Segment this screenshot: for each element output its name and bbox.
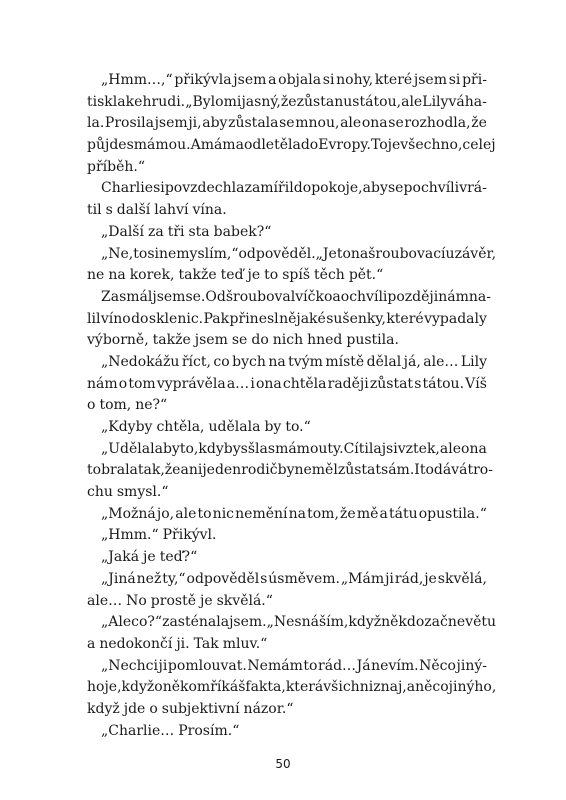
text-line: la. Prosila jsem ji, aby zůstala se mnou, ale ona se rozhodla, že [87, 115, 487, 132]
text-line: výborně, takže jsem se do nich hned pustila. [87, 332, 399, 349]
text-line: „Další za tři sta babek?“ [101, 223, 272, 240]
text-line: „Ale co?“ zasténala jsem. „Nesnáším, když někdo začne větu [101, 614, 497, 631]
text-line: „Možná jo, ale to nic nemění na tom, že mě a tátu opustila.“ [101, 505, 487, 522]
text-line: „Ne, to si nemyslím,“ odpověděl. „Je to na šroubovací uzávěr, [101, 245, 497, 262]
text-line: ale… No prostě je skvělá.“ [87, 592, 273, 609]
text-line: „Hmm.“ Přikývl. [101, 527, 217, 544]
text-line: ne na korek, takže teď je to spíš těch pět.“ [87, 267, 384, 284]
text-line: „Jiná než ty,“ odpověděl s úsměvem. „Mám ji rád, je skvělá, [101, 570, 487, 587]
text-line: „Kdyby chtěla, udělala by to.“ [101, 419, 311, 435]
text-line: o tom, ne?“ [87, 397, 168, 414]
text-line: když jde o subjektivní názor.“ [87, 700, 294, 717]
text-line: lil víno do sklenic. Pak přinesl nějaké sušenky, které vypadaly [87, 310, 487, 327]
text-line: til s další lahví vína. [87, 202, 227, 219]
text-line: Charlie si povzdechl a zamířil do pokoje, aby se po chvíli vrá- [101, 180, 487, 197]
text-line: to brala tak, že ani jeden rodič by neměl zůstat sám. I to dává tro- [87, 462, 493, 479]
text-line: „Nechci ji pomlouvat. Nemám to rád… Já nevím. Něco jiný- [101, 657, 487, 674]
text-line: ho je, když o někom říkáš fakta, která všichni znaj, a něco jinýho, [87, 679, 497, 696]
body-text [87, 70, 497, 742]
text-line: a nedokončí ji. Tak mluv.“ [87, 635, 268, 652]
text-line: „Jaká je teď?“ [101, 549, 198, 566]
text-line: příběh.“ [87, 158, 146, 175]
text-line: „Udělala by to, kdybys šla s mámou ty. Cítila jsi vztek, ale ona [101, 440, 487, 457]
text-line: půjde s mámou. A máma odletěla do Evropy. To je všechno, celej [87, 137, 496, 154]
page-number: 50 [275, 757, 291, 771]
text-line: Zasmál jsem se. Odšrouboval víčko a o chvíli později nám na- [101, 288, 491, 305]
text-line: „Nedokážu říct, co bych na tvým místě dělal já, ale… Lily [101, 353, 487, 370]
text-line: „Charlie… Prosím.“ [101, 722, 240, 739]
text-line: „Hmm…,“ přikývla jsem a objala si nohy, které jsem si při- [101, 72, 487, 88]
text-line: tiskla ke hrudi. „Bylo mi jasný, že zůstanu s tátou, ale Lily váha- [87, 93, 487, 110]
text-line: nám o tom vyprávěla a… i ona chtěla raději zůstat s tátou. Víš [87, 375, 487, 392]
text-line: chu smysl.“ [87, 484, 169, 501]
